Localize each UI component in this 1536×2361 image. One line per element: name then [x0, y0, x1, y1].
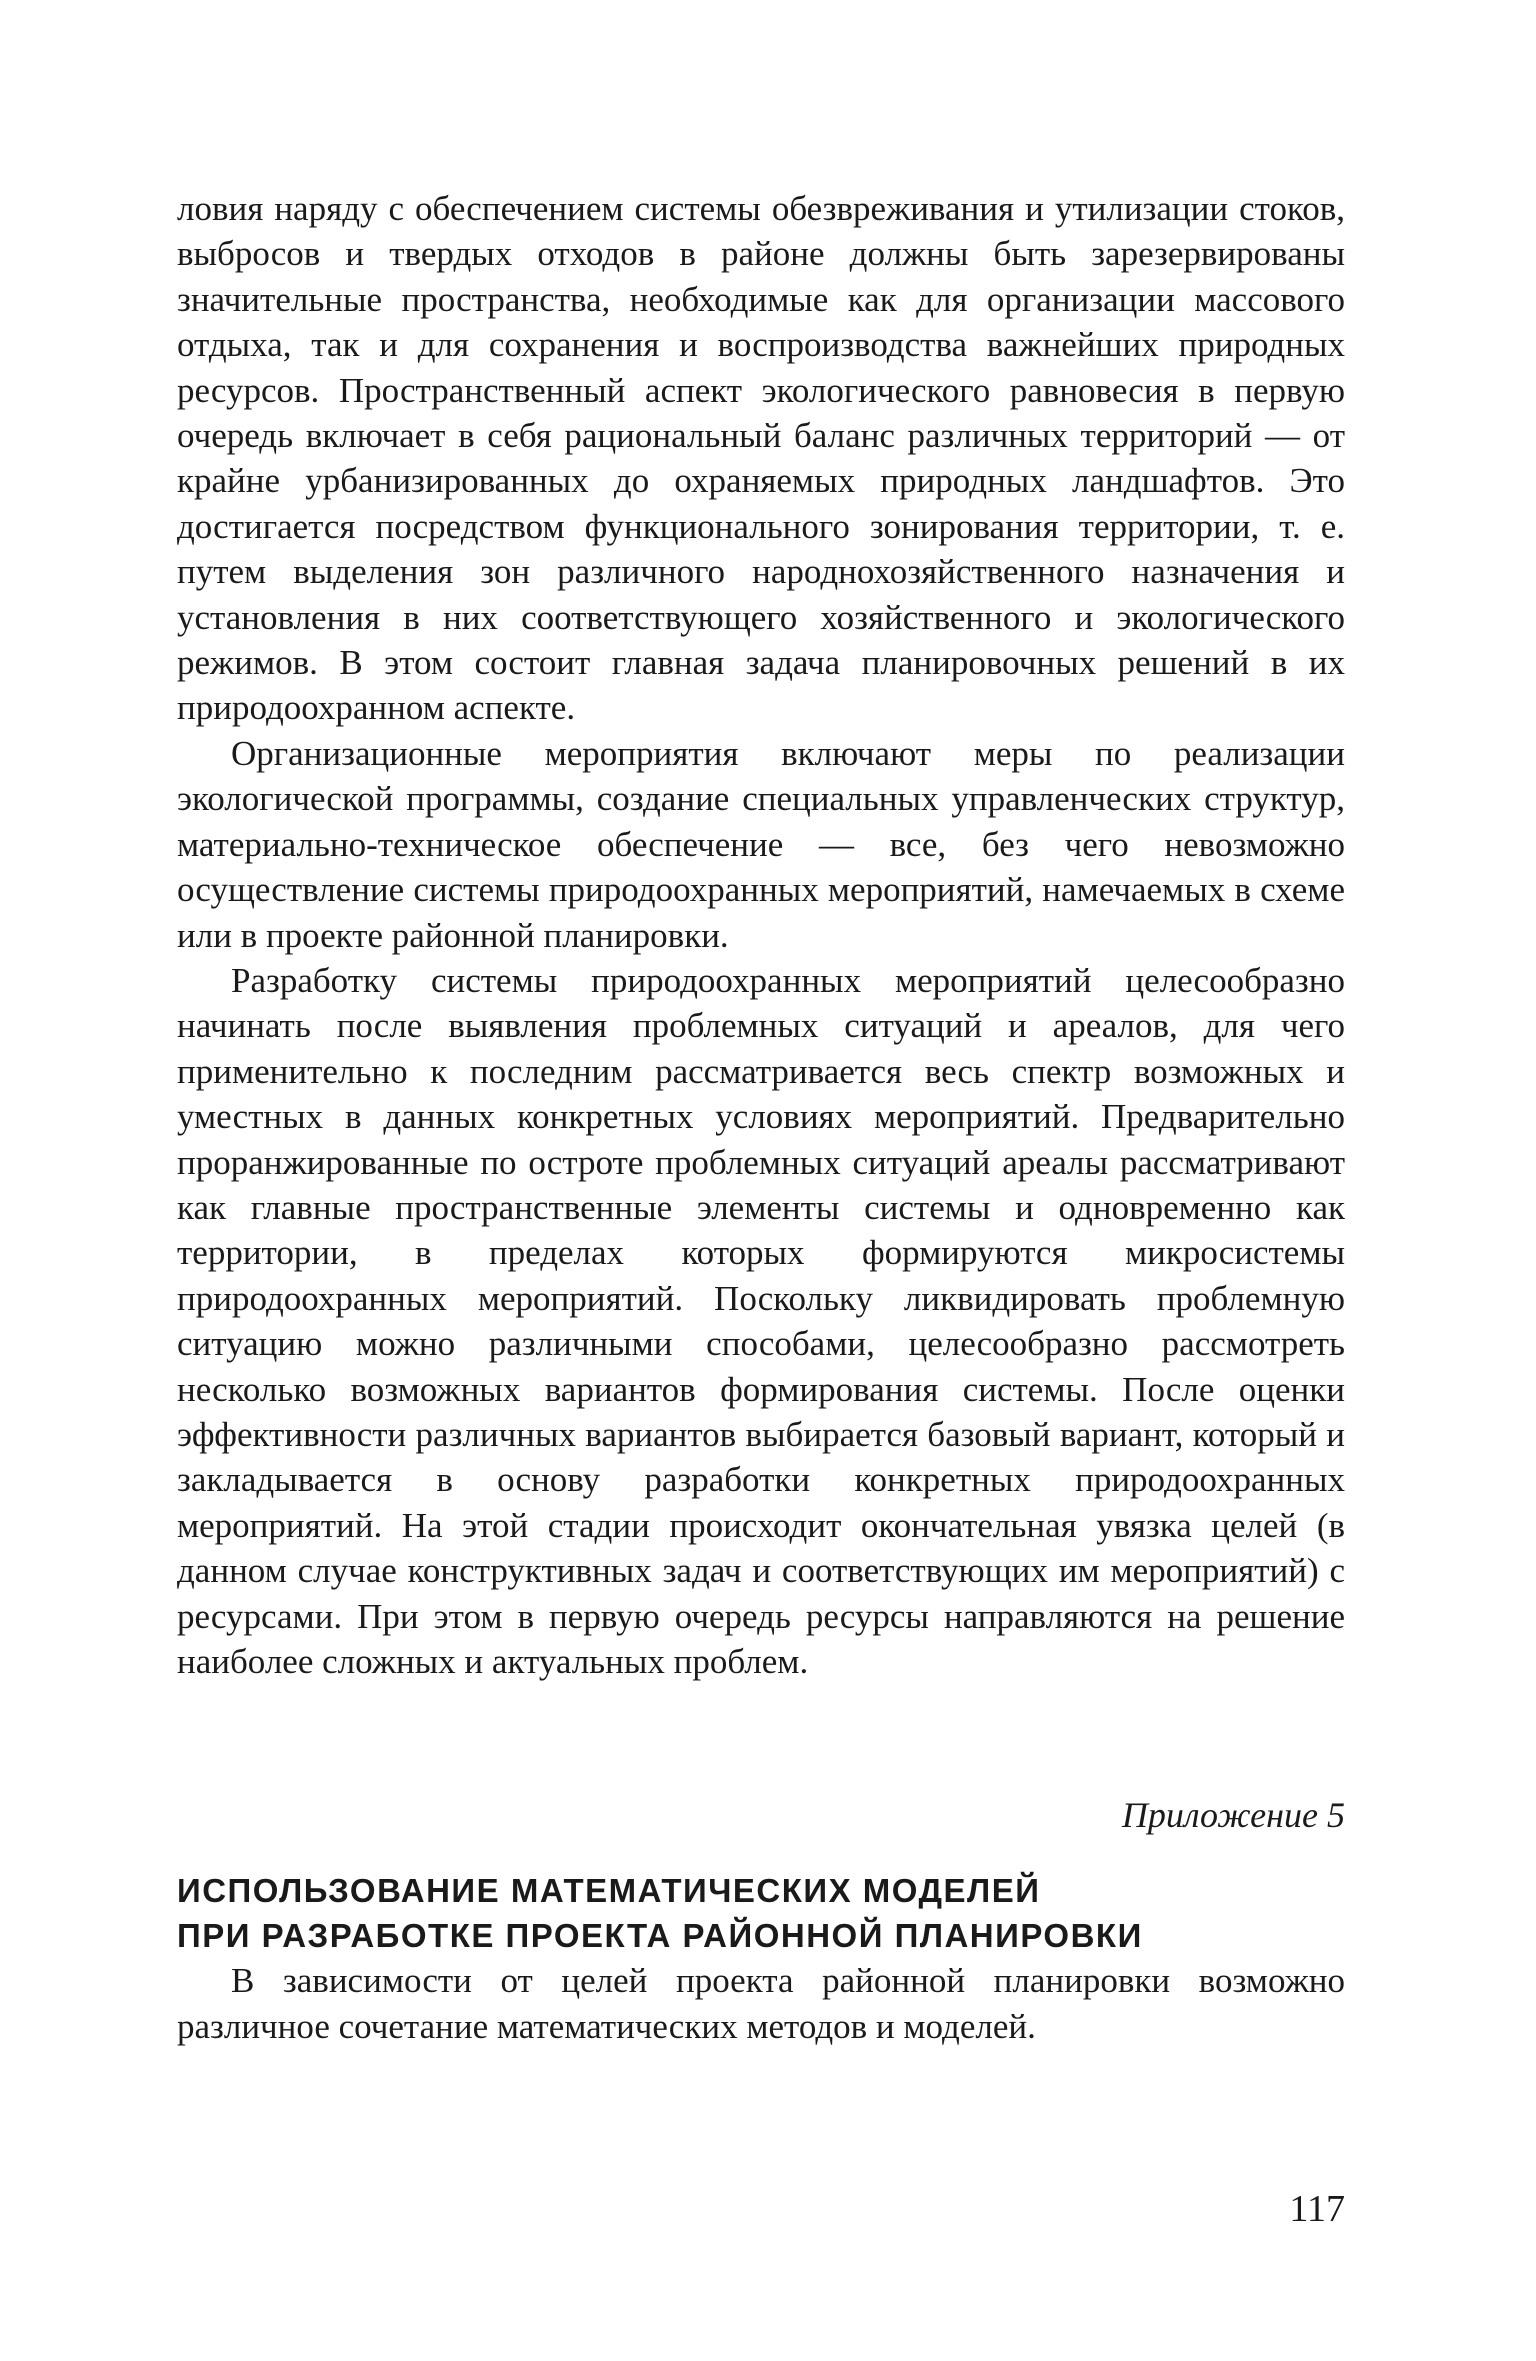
paragraph-continuation: ловия наряду с обеспечением системы обезвреживания и утилизации стоков, выбросов и твердых отходов в районе должны быть зарезервированы значительные пространства, необходимые как для организации массового отдыха, так и для сохранения и воспроизводства важнейших природных ресурсов. Пространственный аспект экологического равновесия в первую очередь включает в себя рациональный баланс различных территорий — от крайне урбанизированных до охраняемых природных ландшафтов. Это достигается посредством функционального зонирования территории, т. е. путем выделения зон различного народнохозяйственного назначения и установления в них соответствующего хозяйственного и экологического режимов. В этом состоит главная задача планировочных решений в их природоохранном аспекте. [177, 189, 1345, 728]
heading-line-2: ПРИ РАЗРАБОТКЕ ПРОЕКТА РАЙОННОЙ ПЛАНИРОВКИ [177, 1917, 1143, 1955]
page-body [177, 186, 1345, 2049]
section-heading [177, 1868, 1345, 1958]
appendix-label: Приложение 5 [1121, 1795, 1345, 1836]
paragraph-intro: В зависимости от целей проекта районной планировки возможно различное сочетание математических методов и моделей. [177, 1961, 1345, 2046]
paragraph-system-development: Разработку системы природоохранных мероприятий целесообразно начинать после выявления проблемных ситуаций и ареалов, для чего применительно к последним рассматривается весь спектр возможных и уместных в данных конкретных условиях мероприятий. Предварительно проранжированные по остроте проблемных ситуаций ареалы рассматривают как главные пространственные элементы системы и одновременно как территории, в пределах которых формируются микросистемы природоохранных мероприятий. Поскольку ликвидировать проблемную ситуацию можно различными способами, целесообразно рассмотреть несколько возможных вариантов формирования системы. После оценки эффективности различных вариантов выбирается базовый вариант, который и закладывается в основу разработки конкретных природоохранных мероприятий. На этой стадии происходит окончательная увязка целей (в данном случае конструктивных задач и соответствующих им мероприятий) с ресурсами. При этом в первую очередь ресурсы направляются на решение наиболее сложных и актуальных проблем. [177, 960, 1345, 1681]
paragraph-organizational-measures: Организационные мероприятия включают меры по реализации экологической программы, создание специальных управленческих структур, материально-техническое обеспечение — все, без чего невозможно осуществление системы природоохранных мероприятий, намечаемых в схеме или в проекте районной планировки. [177, 733, 1345, 955]
heading-line-1: ИСПОЛЬЗОВАНИЕ МАТЕМАТИЧЕСКИХ МОДЕЛЕЙ [177, 1872, 1041, 1910]
page-number: 117 [1289, 2188, 1345, 2230]
